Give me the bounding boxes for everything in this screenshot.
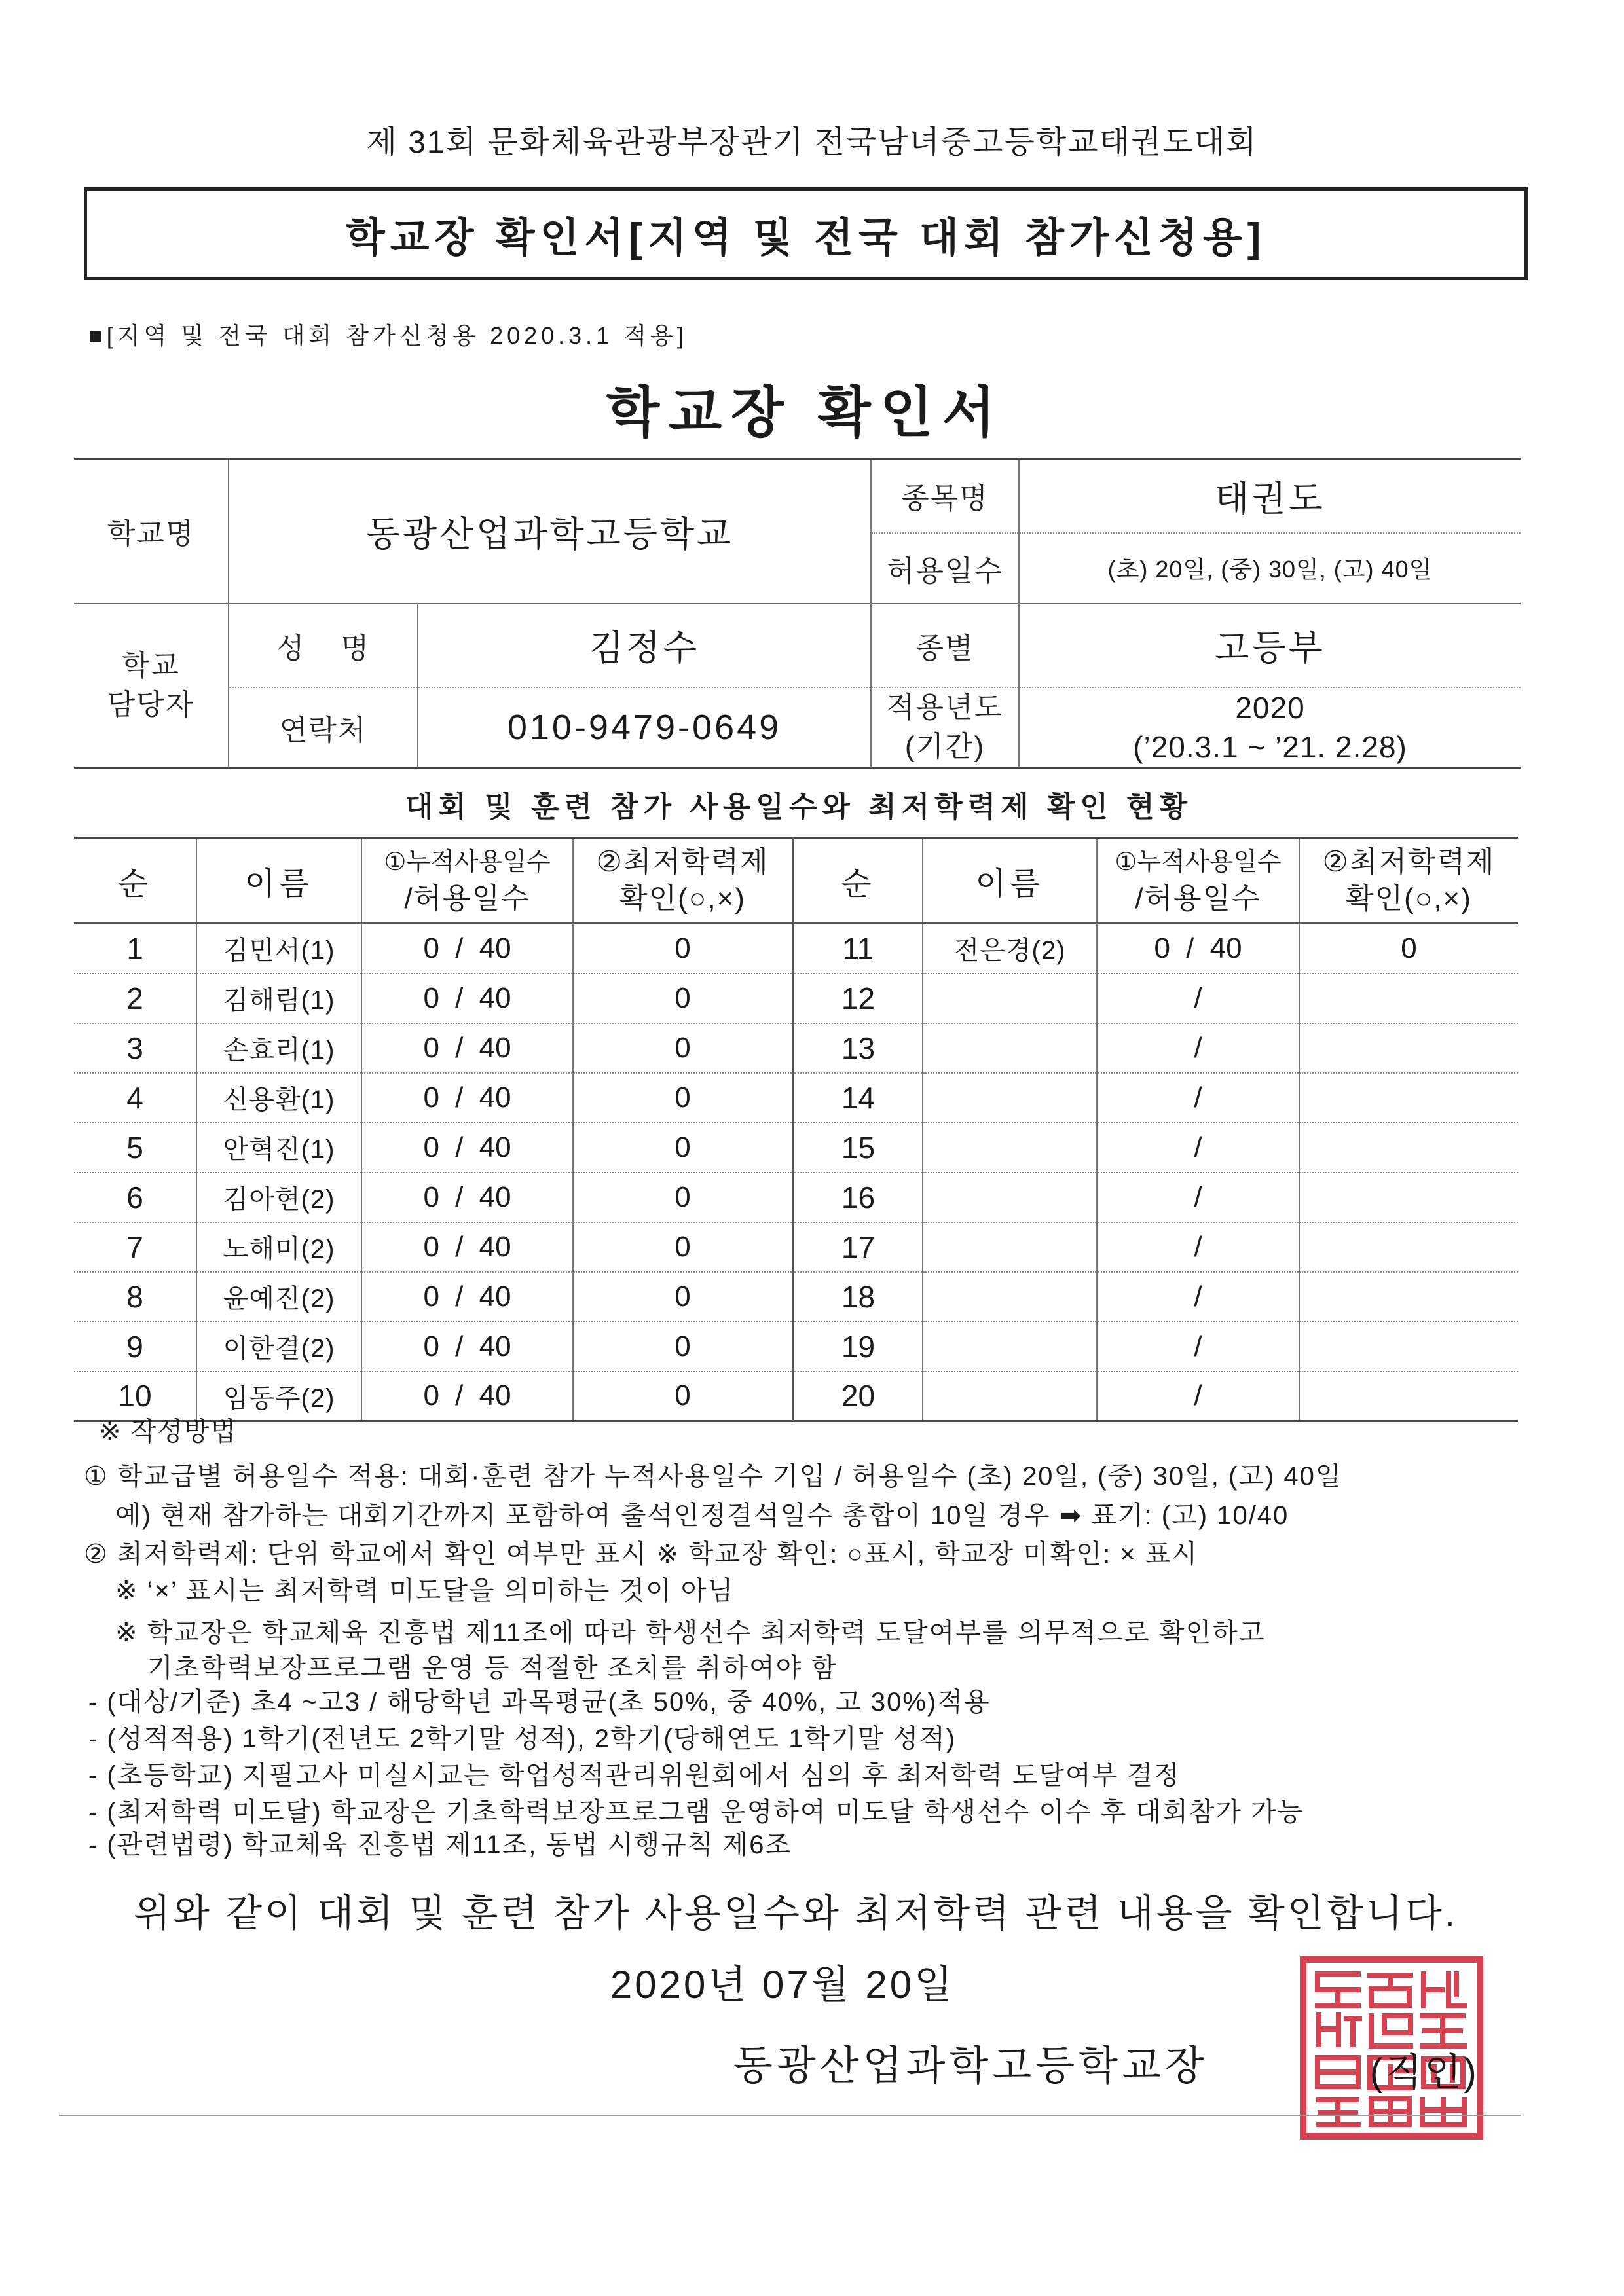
- row-number-cell: 2: [74, 974, 196, 1023]
- student-name-cell: [923, 1372, 1097, 1421]
- student-name-cell: 안혁진(1): [196, 1123, 361, 1173]
- table-header-row: [74, 838, 1518, 924]
- table-row: [74, 1123, 1518, 1173]
- table-row: [74, 924, 1518, 974]
- cumulative-days-cell: 0 / 40: [361, 1173, 573, 1222]
- cumulative-days-cell: /: [1097, 1173, 1299, 1222]
- row-number-cell: 15: [793, 1123, 923, 1173]
- academic-check-cell: [1299, 1272, 1518, 1322]
- school-name-label: 학교명: [74, 459, 229, 604]
- cumulative-days-cell: 0 / 40: [361, 974, 573, 1023]
- cumulative-days-cell: /: [1097, 974, 1299, 1023]
- info-row: [74, 459, 1521, 533]
- note-line: 기초학력보장프로그램 운영 등 적절한 조치를 취하여야 함: [147, 1654, 838, 1683]
- student-name-cell: [923, 1222, 1097, 1272]
- cumulative-days-cell: /: [1097, 1322, 1299, 1372]
- header-cumulative-days: [1097, 838, 1299, 924]
- cumulative-days-cell: /: [1097, 1023, 1299, 1073]
- principal-title: 동광산업과학고등학교장: [733, 2043, 1208, 2088]
- academic-check-cell: [1299, 1073, 1518, 1123]
- staff-label: [74, 604, 229, 768]
- academic-check-cell: [1299, 1173, 1518, 1222]
- note-line: - (성적적용) 1학기(전년도 2학기말 성적), 2학기(당해연도 1학기말 성적): [88, 1724, 957, 1753]
- header-name: 이름: [196, 838, 361, 924]
- cumulative-days-cell: 0 / 40: [361, 1272, 573, 1322]
- cumulative-days-cell: 0 / 40: [361, 1372, 573, 1421]
- header-line: /허용일수: [404, 883, 530, 915]
- header-number: 순: [74, 838, 196, 924]
- academic-check-cell: 0: [573, 1023, 793, 1073]
- row-number-cell: 11: [793, 924, 923, 974]
- academic-check-cell: 0: [573, 974, 793, 1023]
- row-number-cell: 8: [74, 1272, 196, 1322]
- allowed-days-value: (초) 20일, (중) 30일, (고) 40일: [1019, 533, 1521, 604]
- note-line: ① 학교급별 허용일수 적용: 대회·훈련 참가 누적사용일수 기입 / 허용일수 (초) 20일, (중) 30일, (고) 40일: [84, 1462, 1342, 1491]
- row-number-cell: 5: [74, 1123, 196, 1173]
- cumulative-days-cell: 0 / 40: [361, 1222, 573, 1272]
- student-name-cell: [923, 1073, 1097, 1123]
- cumulative-days-cell: /: [1097, 1073, 1299, 1123]
- period-label-line: 적용년도: [887, 691, 1004, 723]
- form-title: 학교장 확인서[지역 및 전국 대회 참가신청용]: [345, 215, 1266, 261]
- row-number-cell: 6: [74, 1173, 196, 1222]
- student-name-cell: 신용환(1): [196, 1073, 361, 1123]
- row-number-cell: 13: [793, 1023, 923, 1073]
- academic-check-cell: 0: [573, 1123, 793, 1173]
- table-row: [74, 1173, 1518, 1222]
- academic-check-cell: 0: [573, 924, 793, 974]
- row-number-cell: 18: [793, 1272, 923, 1322]
- row-number-cell: 9: [74, 1322, 196, 1372]
- cumulative-days-cell: 0 / 40: [361, 1073, 573, 1123]
- info-row: [74, 687, 1521, 768]
- student-name-cell: [923, 974, 1097, 1023]
- student-name-cell: 이한결(2): [196, 1322, 361, 1372]
- note-line: ※ ‘×’ 표시는 최저학력 미도달을 의미하는 것이 아님: [115, 1576, 735, 1605]
- note-line: 예) 현재 참가하는 대회기간까지 포함하여 출석인정결석일수 총합이 10일 경우 ➡ 표기: (고) 10/40: [115, 1501, 1289, 1530]
- division-label: 종별: [871, 604, 1019, 687]
- staff-name-value: 김정수: [418, 604, 871, 687]
- header-name: 이름: [923, 838, 1097, 924]
- period-year: 2020: [1235, 690, 1305, 725]
- document-heading: 학교장 확인서: [606, 382, 1005, 443]
- cumulative-days-cell: /: [1097, 1372, 1299, 1421]
- student-name-cell: 윤예진(2): [196, 1272, 361, 1322]
- row-number-cell: 7: [74, 1222, 196, 1272]
- academic-check-cell: 0: [573, 1173, 793, 1222]
- staff-name-label: 성 명: [229, 604, 418, 687]
- header-line: ②최저학력제: [1322, 846, 1496, 878]
- row-number-cell: 17: [793, 1222, 923, 1272]
- student-name-cell: 전은경(2): [923, 924, 1097, 974]
- table-row: [74, 1073, 1518, 1123]
- sport-label: 종목명: [871, 459, 1019, 533]
- division-value: 고등부: [1019, 604, 1521, 687]
- school-info-table: [74, 458, 1521, 769]
- bottom-divider: [59, 2115, 1521, 2116]
- header-line: /허용일수: [1135, 883, 1261, 915]
- header-academic-check: [1299, 838, 1518, 924]
- header-academic-check: [573, 838, 793, 924]
- contact-value: 010-9479-0649: [418, 687, 871, 768]
- form-applicability-note: ■[지역 및 전국 대회 참가신청용 2020.3.1 적용]: [88, 322, 688, 349]
- note-heading: ※ 작성방법: [99, 1417, 238, 1446]
- info-row: [74, 604, 1521, 687]
- cumulative-days-cell: 0 / 40: [361, 1322, 573, 1372]
- cumulative-days-cell: 0 / 40: [361, 1123, 573, 1173]
- row-number-cell: 3: [74, 1023, 196, 1073]
- sport-value: 태권도: [1019, 459, 1521, 533]
- contact-label: 연락처: [229, 687, 418, 768]
- row-number-cell: 16: [793, 1173, 923, 1222]
- cumulative-days-cell: 0 / 40: [361, 924, 573, 974]
- academic-check-cell: [1299, 1322, 1518, 1372]
- student-name-cell: 김아현(2): [196, 1173, 361, 1222]
- header-line: 확인(○,×): [619, 883, 746, 915]
- official-seal-label: (직인): [1370, 2051, 1479, 2094]
- academic-check-cell: 0: [573, 1222, 793, 1272]
- academic-check-cell: 0: [573, 1272, 793, 1322]
- academic-check-cell: 0: [573, 1322, 793, 1372]
- cumulative-days-cell: /: [1097, 1222, 1299, 1272]
- academic-check-cell: [1299, 974, 1518, 1023]
- note-line: ② 최저학력제: 단위 학교에서 확인 여부만 표시 ※ 학교장 확인: ○표시, 학교장 미확인: × 표시: [84, 1540, 1199, 1569]
- issue-date: 2020년 07월 20일: [610, 1963, 955, 2007]
- student-name-cell: [923, 1173, 1097, 1222]
- header-line: ①누적사용일수: [1115, 848, 1282, 876]
- note-line: - (대상/기준) 초4 ~고3 / 해당학년 과목평균(초 50%, 중 40%, 고 30%)적용: [88, 1688, 991, 1717]
- academic-check-cell: [1299, 1372, 1518, 1421]
- academic-check-cell: [1299, 1222, 1518, 1272]
- header-number: 순: [793, 838, 923, 924]
- row-number-cell: 14: [793, 1073, 923, 1123]
- note-line: - (초등학교) 지필고사 미실시교는 학업성적관리위원회에서 심의 후 최저학력 도달여부 결정: [88, 1761, 1181, 1790]
- row-number-cell: 10: [74, 1372, 196, 1421]
- header-line: ②최저학력제: [596, 846, 769, 878]
- student-name-cell: [923, 1272, 1097, 1322]
- cumulative-days-cell: /: [1097, 1272, 1299, 1322]
- row-number-cell: 20: [793, 1372, 923, 1421]
- student-name-cell: [923, 1023, 1097, 1073]
- official-seal-stamp: [1299, 1956, 1484, 2140]
- row-number-cell: 12: [793, 974, 923, 1023]
- academic-check-cell: [1299, 1123, 1518, 1173]
- table-body: [74, 924, 1518, 1421]
- table-row: [74, 1272, 1518, 1322]
- student-name-cell: [923, 1322, 1097, 1372]
- table-row: [74, 1222, 1518, 1272]
- participation-status-table: [74, 837, 1518, 1422]
- row-number-cell: 1: [74, 924, 196, 974]
- student-name-cell: 임동주(2): [196, 1372, 361, 1421]
- academic-check-cell: 0: [573, 1073, 793, 1123]
- student-name-cell: [923, 1123, 1097, 1173]
- table-row: [74, 974, 1518, 1023]
- cumulative-days-cell: 0 / 40: [1097, 924, 1299, 974]
- table-row: [74, 1372, 1518, 1421]
- staff-label-line: 학교: [121, 649, 180, 682]
- header-line: 확인(○,×): [1346, 883, 1472, 915]
- academic-check-cell: 0: [573, 1372, 793, 1421]
- note-line: ※ 학교장은 학교체육 진흥법 제11조에 따라 학생선수 최저학력 도달여부를 의무적으로 확인하고: [115, 1618, 1266, 1647]
- form-title-box: [84, 187, 1528, 280]
- table-row: [74, 1023, 1518, 1073]
- period-value: [1019, 687, 1521, 768]
- header-cumulative-days: [361, 838, 573, 924]
- academic-check-cell: 0: [1299, 924, 1518, 974]
- row-number-cell: 4: [74, 1073, 196, 1123]
- student-name-cell: 손효리(1): [196, 1023, 361, 1073]
- school-name-value: 동광산업과학고등학교: [229, 459, 871, 604]
- period-label-line: (기간): [904, 730, 986, 763]
- allowed-days-label: 허용일수: [871, 533, 1019, 604]
- staff-label-line: 담당자: [107, 688, 195, 721]
- period-range: (’20.3.1 ~ ’21. 2.28): [1133, 729, 1407, 764]
- confirmation-statement: 위와 같이 대회 및 훈련 참가 사용일수와 최저학력 관련 내용을 확인합니다.: [133, 1892, 1458, 1935]
- period-label: [871, 687, 1019, 768]
- status-section-title: 대회 및 훈련 참가 사용일수와 최저학력제 확인 현황: [405, 791, 1193, 823]
- student-name-cell: 노해미(2): [196, 1222, 361, 1272]
- event-title: 제 31회 문화체육관광부장관기 전국남녀중고등학교태권도대회: [366, 125, 1258, 160]
- note-line: - (관련법령) 학교체육 진흥법 제11조, 동법 시행규칙 제6조: [88, 1831, 792, 1859]
- cumulative-days-cell: 0 / 40: [361, 1023, 573, 1073]
- note-line: - (최저학력 미도달) 학교장은 기초학력보장프로그램 운영하여 미도달 학생선수 이수 후 대회참가 가능: [88, 1798, 1304, 1827]
- student-name-cell: 김해림(1): [196, 974, 361, 1023]
- seal-icon: [1299, 1956, 1484, 2140]
- student-name-cell: 김민서(1): [196, 924, 361, 974]
- table-row: [74, 1322, 1518, 1372]
- row-number-cell: 19: [793, 1322, 923, 1372]
- header-line: ①누적사용일수: [384, 848, 551, 876]
- cumulative-days-cell: /: [1097, 1123, 1299, 1173]
- academic-check-cell: [1299, 1023, 1518, 1073]
